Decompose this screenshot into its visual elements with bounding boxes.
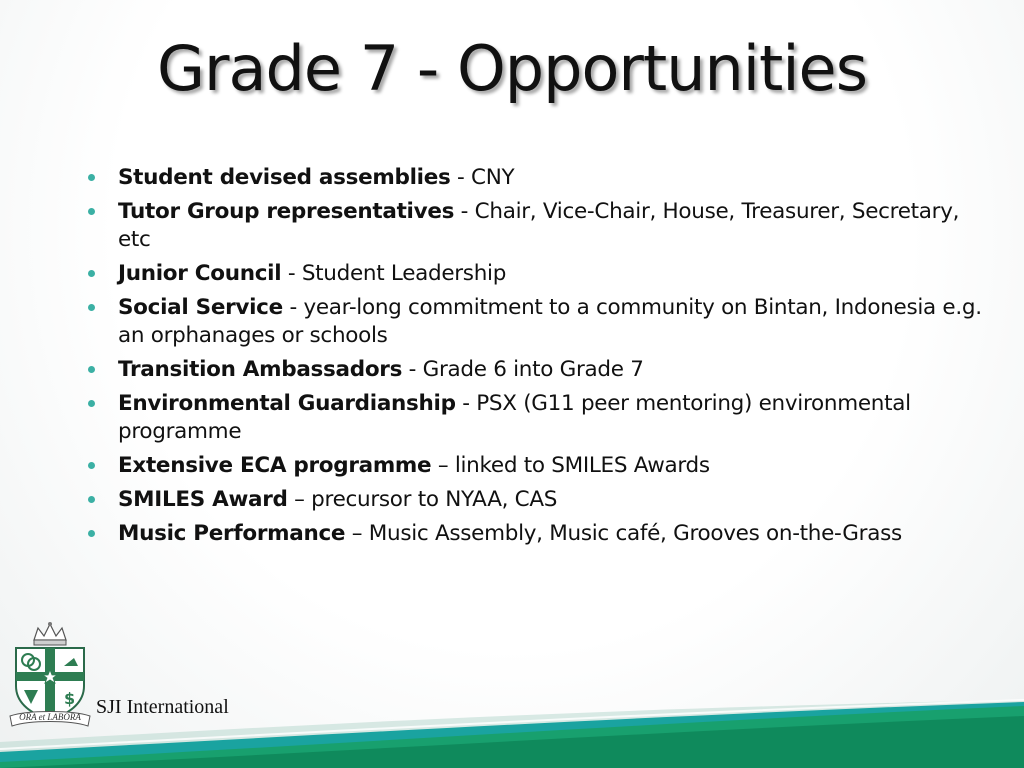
slide-title: Grade 7 - Opportunities <box>156 32 867 105</box>
bullet-term: Environmental Guardianship <box>118 391 456 416</box>
bullet-term: Music Performance <box>118 521 346 546</box>
bullet-term: Social Service <box>118 295 283 320</box>
bullet-detail: - Grade 6 into Grade 7 <box>402 357 644 382</box>
bullet-term: Tutor Group representatives <box>118 199 455 224</box>
bullet-detail: - PSX (G11 peer mentoring) environmental programme <box>118 391 911 444</box>
bullet-detail: - year-long commitment to a community on Bintan, Indonesia e.g. an orphanages or schools <box>118 295 982 348</box>
school-motto: ORA et LABORA <box>19 712 81 722</box>
bullet-detail: - Student Leadership <box>281 261 507 286</box>
bullet-term: Transition Ambassadors <box>118 357 403 382</box>
bullet-detail: - CNY <box>450 165 515 190</box>
school-name: SJI International <box>96 696 229 718</box>
bullet-term: Student devised assemblies <box>118 165 451 190</box>
bullet-term: Extensive ECA programme <box>118 453 432 478</box>
bullet-term: Junior Council <box>118 261 282 286</box>
bullet-detail: – linked to SMILES Awards <box>431 453 710 478</box>
bullet-detail: – precursor to NYAA, CAS <box>287 487 558 512</box>
bullet-detail: - Chair, Vice-Chair, House, Treasurer, Secretary, etc <box>118 199 960 252</box>
svg-text:$: $ <box>64 689 76 708</box>
bullet-detail: – Music Assembly, Music café, Grooves on-the-Grass <box>345 521 902 546</box>
bullet-term: SMILES Award <box>118 487 288 512</box>
